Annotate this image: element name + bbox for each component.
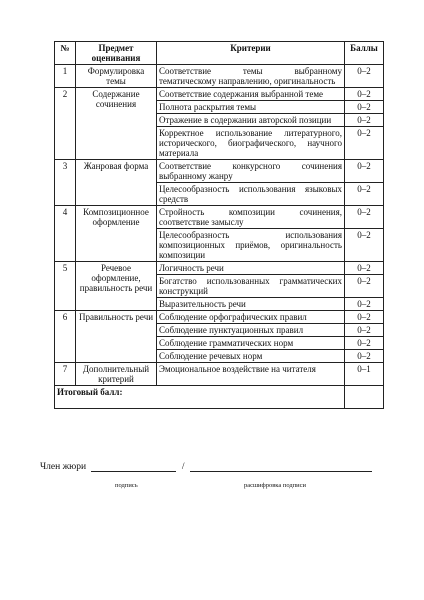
criterion-score: 0–2 <box>345 262 384 275</box>
row-number: 4 <box>55 206 76 262</box>
criterion-score: 0–1 <box>345 363 384 386</box>
signature-caption: подпись <box>115 482 138 489</box>
criterion-text: Соблюдение орфографических правил <box>157 311 345 324</box>
criterion-text: Соответствие содержания выбранной теме <box>157 88 345 101</box>
total-label: Итоговый балл: <box>55 386 345 409</box>
header-score: Баллы <box>345 42 384 65</box>
criterion-text: Соответствие конкурсного сочинения выбранному жанру <box>157 160 345 183</box>
row-subject: Речевое оформление, правильность речи <box>76 262 157 311</box>
signature-slash: / <box>181 462 185 472</box>
table-header-row <box>55 42 384 65</box>
jury-member-label: Член жюри <box>40 462 87 472</box>
row-number: 7 <box>55 363 76 386</box>
criterion-score: 0–2 <box>345 324 384 337</box>
criterion-text: Целесообразность использования языковых средств <box>157 183 345 206</box>
decoding-caption: расшифровка подписи <box>244 482 307 489</box>
row-number: 2 <box>55 88 76 160</box>
criterion-score: 0–2 <box>345 275 384 298</box>
criterion-text: Выразительность речи <box>157 298 345 311</box>
row-subject: Правильность речи <box>76 311 157 363</box>
row-subject: Композиционное оформление <box>76 206 157 262</box>
criterion-text: Соблюдение речевых норм <box>157 350 345 363</box>
table-body <box>55 65 384 386</box>
table-row <box>55 311 384 324</box>
row-number: 5 <box>55 262 76 311</box>
row-subject: Содержание сочинения <box>76 88 157 160</box>
criterion-score: 0–2 <box>345 101 384 114</box>
criterion-score: 0–2 <box>345 65 384 88</box>
criterion-score: 0–2 <box>345 88 384 101</box>
criterion-text: Полнота раскрытия темы <box>157 101 345 114</box>
header-subject: Предмет оценивания <box>76 42 157 65</box>
row-number: 6 <box>55 311 76 363</box>
criterion-text: Богатство использованных грамматических конструкций <box>157 275 345 298</box>
total-row <box>55 386 384 409</box>
criterion-score: 0–2 <box>345 160 384 183</box>
table-row <box>55 206 384 229</box>
criterion-text: Корректное использование литературного, исторического, биографического, научного материала <box>157 127 345 160</box>
header-criteria: Критерии <box>157 42 345 65</box>
criterion-text: Целесообразность использования композиционных приёмов, оригинальность композиции <box>157 229 345 262</box>
table-row <box>55 88 384 101</box>
criterion-score: 0–2 <box>345 337 384 350</box>
row-subject: Дополнительный критерий <box>76 363 157 386</box>
table-row <box>55 160 384 183</box>
criterion-score: 0–2 <box>345 350 384 363</box>
criterion-text: Соответствие темы выбранному тематическому направлению, оригинальность <box>157 65 345 88</box>
criterion-text: Соблюдение грамматических норм <box>157 337 345 350</box>
decoding-line <box>190 462 372 472</box>
total-value <box>345 386 384 409</box>
criterion-score: 0–2 <box>345 298 384 311</box>
criterion-score: 0–2 <box>345 183 384 206</box>
table-row <box>55 363 384 386</box>
criterion-text: Стройность композиции сочинения, соответствие замыслу <box>157 206 345 229</box>
criterion-text: Логичность речи <box>157 262 345 275</box>
table-row <box>55 65 384 88</box>
criterion-score: 0–2 <box>345 114 384 127</box>
criterion-text: Эмоциональное воздействие на читателя <box>157 363 345 386</box>
row-number: 1 <box>55 65 76 88</box>
criterion-score: 0–2 <box>345 206 384 229</box>
row-number: 3 <box>55 160 76 206</box>
header-number: № <box>55 42 76 65</box>
criterion-score: 0–2 <box>345 311 384 324</box>
criteria-table <box>54 41 384 409</box>
criterion-text: Соблюдение пунктуационных правил <box>157 324 345 337</box>
criterion-text: Отражение в содержании авторской позиции <box>157 114 345 127</box>
signature-block <box>40 462 380 472</box>
table-row <box>55 262 384 275</box>
row-subject: Формулировка темы <box>76 65 157 88</box>
row-subject: Жанровая форма <box>76 160 157 206</box>
criterion-score: 0–2 <box>345 127 384 160</box>
criterion-score: 0–2 <box>345 229 384 262</box>
signature-line <box>91 462 176 472</box>
